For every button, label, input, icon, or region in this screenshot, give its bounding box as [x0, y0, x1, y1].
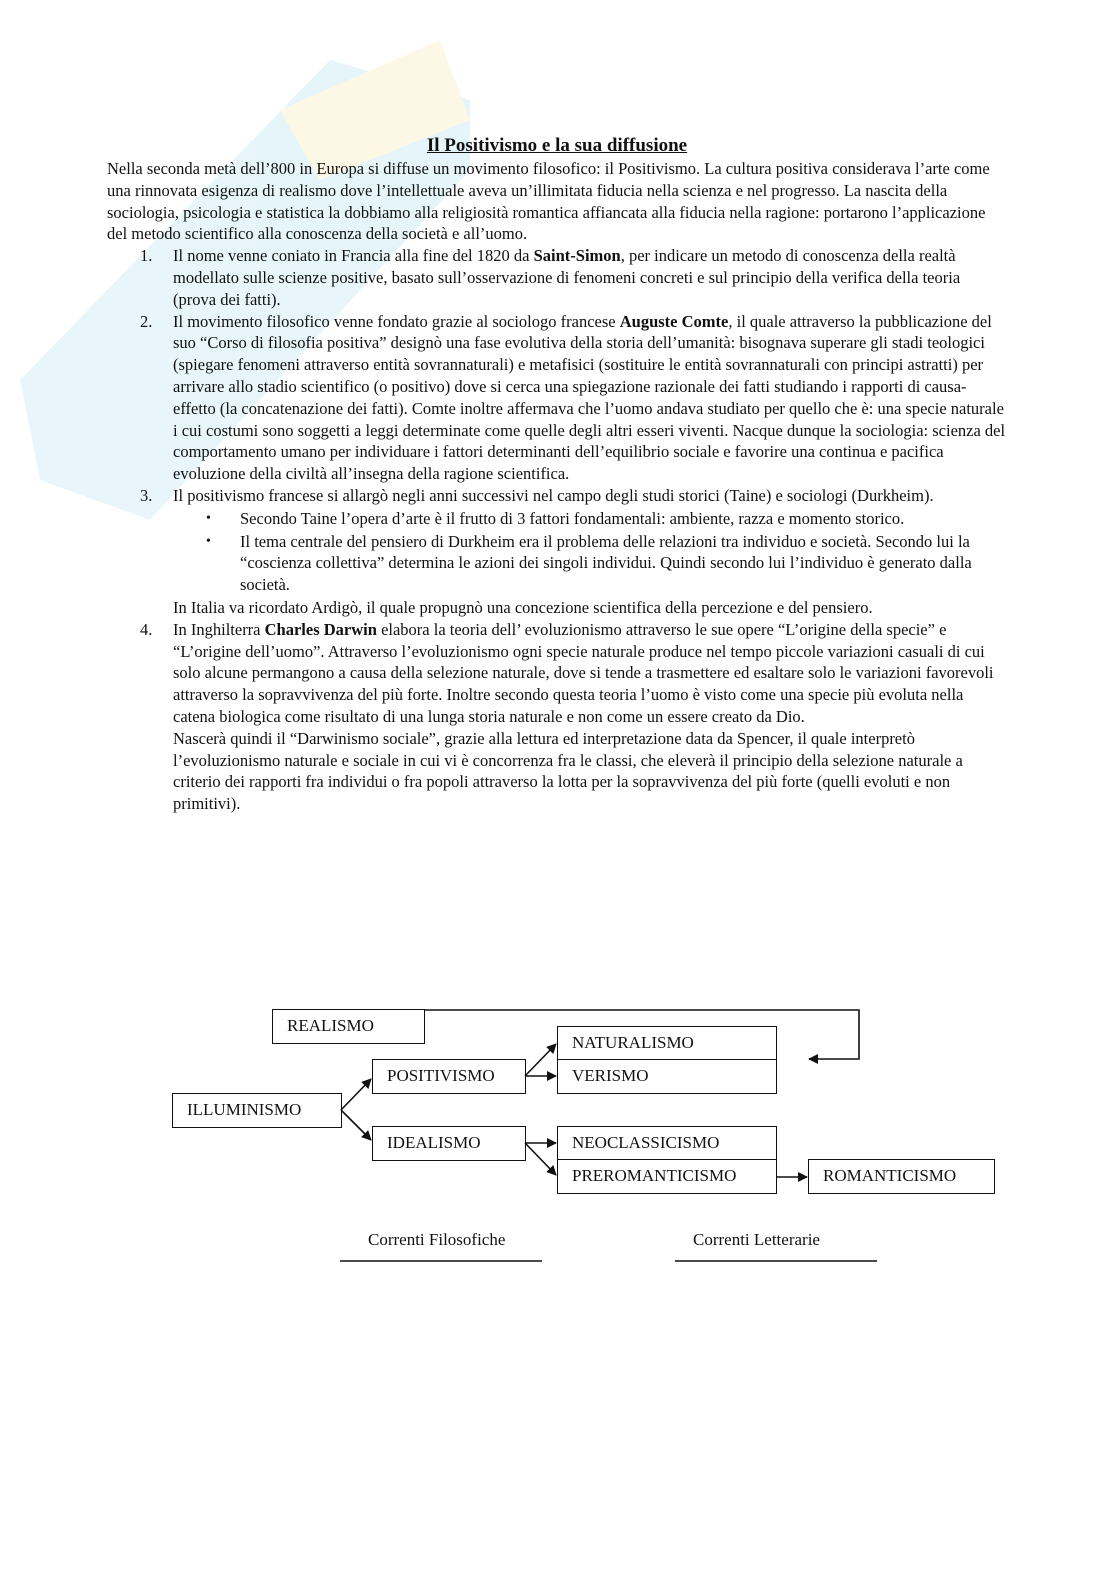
list-number: 2. — [140, 311, 153, 331]
item-continuation: Nascerà quindi il “Darwinismo sociale”, grazie alla lettura ed interpretazione data da Spencer, il quale interpretò l’evoluzionismo naturale e sociale in cui vi è concorrenza fra le classi, che eleverà il principio della selezione naturale a criterio dei rapporti fra individui o fra popoli attraverso la lotta per la sopravvivenza del più forte (quelli evoluti e non primitivi). — [173, 728, 963, 814]
item-text: , per indicare un metodo di conoscenza della realtà modellato sulle scienze positive, basato sull’osservazione di fenomeni concreti e sul principio della verifica della teoria (prova dei fatti). — [173, 246, 961, 309]
item-text: , il quale attraverso la pubblicazione del suo “Corso di filosofia positiva” designò una fase evolutiva della storia dell’umanità: bisognava superare gli stadi teologici (spiegare fenomeni attraverso entità sovrannaturali) e metafisici (sostituire le entità sovrannaturali con principi astratti) per arrivare allo stadio scientifico (o positivo) dove si cerca una spiegazione razionale dei fatti studiando i rapporti di causa-effetto (la concatenazione dei fatti). Comte inoltre affermava che l’uomo andava studiato per quello che è: una specie naturale i cui costumi sono soggetti a leggi determinate come quelle degli altri esseri viventi. Nacque dunque la sociologia: scienza del comportamento umano per individuare i fattori determinanti dell’equilibrio sociale e favorire una continua e pacifica evoluzione della civiltà all’insegna della ragione scientifica. — [173, 311, 1006, 484]
item-text: Il nome venne coniato in Francia alla fine del 1820 da — [173, 246, 534, 266]
positivismo-to-naturalismo-arrow — [525, 1044, 556, 1076]
idealismo-to-preromanticismo-arrow — [525, 1143, 556, 1175]
naturalismo-box: NATURALISMO — [557, 1026, 777, 1060]
item-bold-name: Saint-Simon — [533, 246, 621, 266]
bullet-text: Il tema centrale del pensiero di Durkheim era il problema delle relazioni tra individuo e società. Secondo lui la “coscienza collettiva” determina le azioni dei singoli individui. Quindi secondo lui l’individuo è generato dalla società. — [240, 531, 972, 595]
idealismo-box: IDEALISMO — [372, 1126, 526, 1161]
intro-paragraph: Nella seconda metà dell’800 in Europa si diffuse un movimento filosofico: il Positivismo. La cultura positiva considerava l’arte come una rinnovata esigenza di realismo dove l’intellettuale aveva un’illimitata fiducia nella scienza e nel progresso. La nascita della sociologia, psicologia e statistica la dobbiamo alla religiosità romantica affiancata alla fiducia nella ragione: portarono l’applicazione del metodo scientifico alla conoscenza della società e all’uomo. — [107, 159, 990, 244]
item-text: Il movimento filosofico venne fondato grazie al sociologo francese — [173, 311, 620, 331]
verismo-box: VERISMO — [557, 1059, 777, 1094]
illuminismo-to-idealismo-arrow — [341, 1110, 371, 1140]
illuminismo-to-positivismo-arrow — [341, 1079, 371, 1110]
document-title: Il Positivismo e la sua diffusione — [426, 135, 688, 156]
preromanticismo-box: PREROMANTICISMO — [557, 1159, 777, 1194]
item-text: In Inghilterra — [173, 619, 265, 639]
positivismo-box: POSITIVISMO — [372, 1059, 526, 1094]
neoclassicismo-box: NEOCLASSICISMO — [557, 1126, 777, 1160]
illuminismo-box: ILLUMINISMO — [172, 1093, 342, 1128]
item-continuation: In Italia va ricordato Ardigò, il quale propugnò una concezione scientifica della percezione e del pensiero. — [173, 597, 873, 617]
bullet-text: Secondo Taine l’opera d’arte è il frutto di 3 fattori fondamentali: ambiente, razza e momento storico. — [240, 508, 905, 528]
caption-correnti-letterarie: Correnti Letterarie — [693, 1230, 820, 1249]
list-number: 3. — [140, 485, 153, 505]
realismo-box: REALISMO — [272, 1009, 425, 1044]
item-bold-name: Charles Darwin — [264, 619, 377, 639]
caption-correnti-filosofiche: Correnti Filosofiche — [368, 1230, 506, 1249]
item-bold-name: Auguste Comte — [619, 311, 729, 331]
item-text: elabora la teoria dell’ evoluzionismo attraverso le sue opere “L’origine della specie” e “L’origine dell’uomo”. Attraverso l’evoluzionismo ogni specie naturale produce nel tempo piccole variazioni casuali di cui solo alcune permangono a causa della selezione naturale, dove si tende a trasmettere ed esaltare solo le variazioni favorevoli attraverso la sopravvivenza del più forte. Inoltre secondo questa teoria l’uomo è visto come una specie più evoluta nella catena biologica come risultato di una lunga storia naturale e non come un essere creato da Dio. — [173, 619, 994, 726]
bullet-icon: • — [206, 533, 211, 549]
list-number: 1. — [140, 246, 153, 266]
list-number: 4. — [140, 619, 153, 639]
bullet-icon: • — [206, 510, 211, 526]
item-text: Il positivismo francese si allargò negli anni successivi nel campo degli studi storici (Taine) e sociologi (Durkheim). — [173, 485, 934, 505]
romanticismo-box: ROMANTICISMO — [808, 1159, 995, 1194]
